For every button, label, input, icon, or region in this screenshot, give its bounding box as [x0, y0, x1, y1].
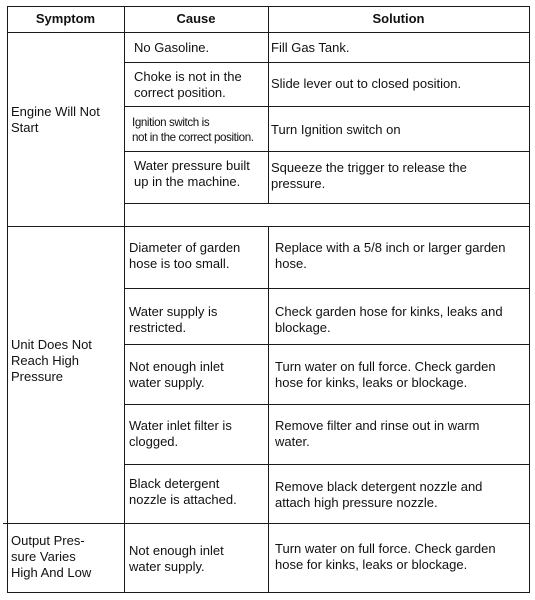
cause-cell: Diameter of garden hose is too small.	[129, 240, 241, 271]
cause-cell: Black detergent nozzle is attached.	[129, 476, 237, 507]
symptom-cell: Unit Does Not Reach High Pressure	[11, 337, 92, 384]
cause-cell: Water supply is restricted.	[129, 304, 218, 335]
header-solution: Solution	[372, 11, 425, 26]
rule-col2-upper	[268, 6, 269, 204]
rule-group	[3, 523, 530, 524]
cause-cell: Water inlet filter is clogged.	[129, 418, 232, 449]
solution-cell: Remove filter and rinse out in warm water.	[275, 418, 480, 449]
rule-row	[124, 464, 530, 465]
cause-cell: No Gasoline.	[134, 40, 210, 55]
rule-row	[124, 344, 530, 345]
solution-cell: Turn water on full force. Check garden hose for kinks, leaks or blockage.	[275, 541, 496, 572]
solution-cell: Check garden hose for kinks, leaks and blockage.	[275, 304, 503, 335]
rule-row	[124, 203, 530, 204]
solution-cell: Remove black detergent nozzle and attach high pressure nozzle.	[275, 479, 483, 510]
header-cause: Cause	[176, 11, 216, 26]
rule-right	[529, 6, 530, 593]
cause-cell: Not enough inlet water supply.	[129, 543, 224, 574]
cause-cell: Water pressure built up in the machine.	[134, 158, 250, 189]
cause-cell: Ignition switch is not in the correct position.	[132, 116, 254, 144]
solution-cell: Turn water on full force. Check garden hose for kinks, leaks or blockage.	[275, 359, 496, 390]
rule-row	[124, 62, 530, 63]
rule-left	[7, 6, 8, 593]
rule-col1	[124, 6, 125, 593]
solution-cell: Replace with a 5/8 inch or larger garden hose.	[275, 240, 506, 271]
symptom-cell: Output Pres- sure Varies High And Low	[11, 533, 92, 580]
rule-col2-lower	[268, 226, 269, 593]
cause-cell: Choke is not in the correct position.	[134, 69, 242, 100]
solution-cell: Squeeze the trigger to release the pressure.	[271, 160, 467, 191]
rule-row	[124, 404, 530, 405]
cause-cell: Not enough inlet water supply.	[129, 359, 224, 390]
header-symptom: Symptom	[35, 11, 96, 26]
symptom-cell: Engine Will Not Start	[11, 104, 100, 135]
solution-cell: Turn Ignition switch on	[271, 122, 401, 137]
solution-cell: Fill Gas Tank.	[271, 40, 350, 55]
rule-row	[124, 151, 530, 152]
rule-row	[124, 106, 530, 107]
solution-cell: Slide lever out to closed position.	[271, 76, 462, 91]
rule-row	[124, 288, 530, 289]
